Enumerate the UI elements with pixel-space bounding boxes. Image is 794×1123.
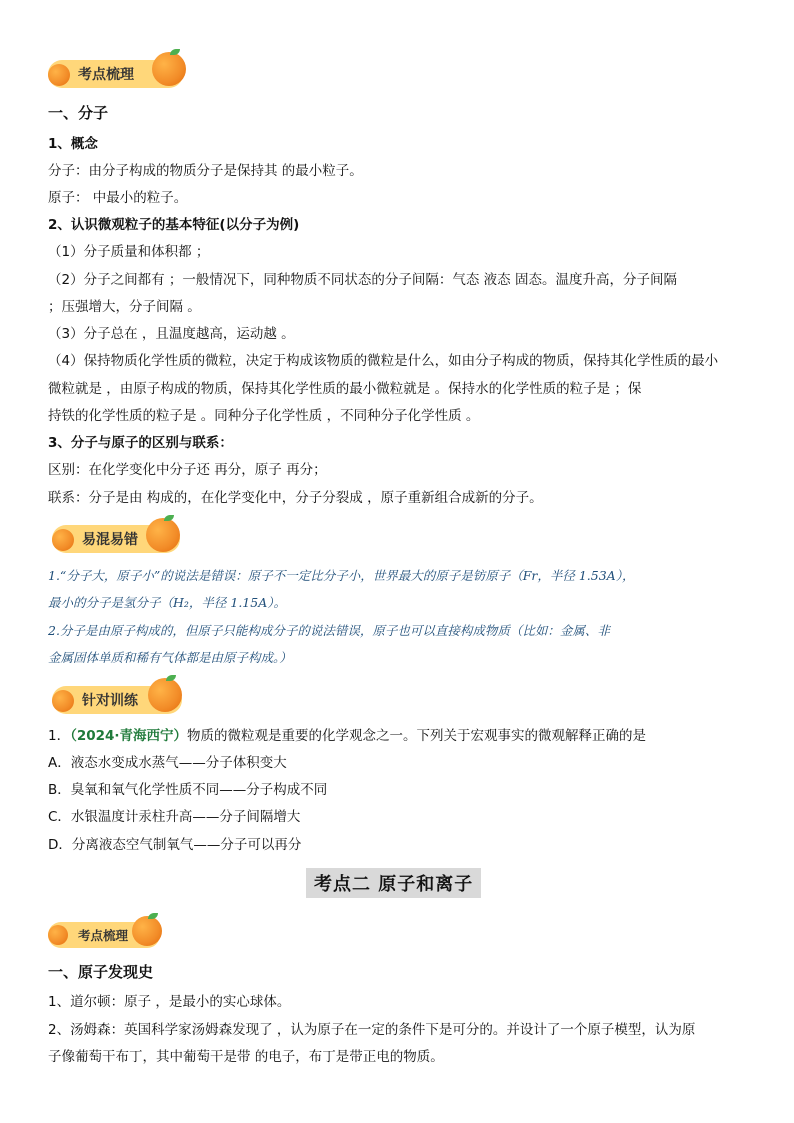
badge-label: 考点梳理 <box>78 67 134 83</box>
text-line: 原子： 中最小的粒子。 <box>48 190 188 206</box>
text-line: 联系：分子是由 构成的，在化学变化中，分子分裂成 ，原子重新组合成新的分子。 <box>48 490 543 506</box>
section-title-atom-ion: 考点二 原子和离子 <box>306 868 481 898</box>
question-stem <box>48 727 646 745</box>
note-line: 2.分子是由原子构成的，但原子只能构成分子的说法错误，原子也可以直接构成物质（比如：金属、非 <box>48 623 610 638</box>
section-title-molecule: 一、分子 <box>48 104 109 122</box>
text-line: 分子：由分子构成的物质分子是保持其 的最小粒子。 <box>48 163 363 179</box>
leaf-icon <box>148 913 158 919</box>
text-line: 1、道尔顿：原子 ，是最小的实心球体。 <box>48 994 291 1010</box>
orange-icon <box>48 64 70 86</box>
text-line: 微粒就是 ，由原子构成的物质，保持其化学性质的最小微粒就是 。保持水的化学性质的粒子是 ；保 <box>48 381 642 397</box>
note-line: 1.“分子大，原子小”的说法是错误：原子不一定比分子小，世界最大的原子是钫原子（Fr，半径 1.53A）， <box>48 568 635 583</box>
question-source: （2024·青海西宁） <box>70 728 188 744</box>
badge-label: 考点梳理 <box>78 928 129 943</box>
text-line: 持铁的化学性质的粒子是 。同种分子化学性质 ，不同种分子化学性质 。 <box>48 408 480 424</box>
orange-icon <box>146 518 180 552</box>
text-line: ；压强增大，分子间隔 。 <box>48 299 201 315</box>
text-line: 子像葡萄干布丁，其中葡萄干是带 的电子，布丁是带正电的物质。 <box>48 1049 444 1065</box>
text-line: （1）分子质量和体积都 ； <box>48 244 210 260</box>
option-a: A．液态水变成水蒸气——分子体积变大 <box>48 755 287 771</box>
heading-diff: 3、分子与原子的区别与联系： <box>48 435 233 451</box>
orange-icon <box>52 690 74 712</box>
orange-icon <box>52 529 74 551</box>
section-title-atom-history: 一、原子发现史 <box>48 963 154 981</box>
question-number: 1． <box>48 728 71 744</box>
orange-icon <box>148 678 182 712</box>
badge-label: 针对训练 <box>82 693 138 709</box>
heading-feature: 2、认识微观粒子的基本特征(以分子为例) <box>48 217 300 233</box>
option-d: D．分离液态空气制氧气——分子可以再分 <box>48 837 302 853</box>
option-c: C．水银温度计汞柱升高——分子间隔增大 <box>48 809 301 825</box>
orange-icon <box>48 925 68 945</box>
badge-label: 易混易错 <box>82 532 138 548</box>
heading-concept: 1、概念 <box>48 136 98 152</box>
text-line: （2）分子之间都有 ；一般情况下，同种物质不同状态的分子间隔：气态 液态 固态。温度升高，分子间隔 <box>48 272 677 288</box>
text-line: （3）分子总在 ，且温度越高，运动越 。 <box>48 326 295 342</box>
question-text: 物质的微粒观是重要的化学观念之一。下列关于宏观事实的微观解释正确的是 <box>187 728 647 744</box>
orange-icon <box>132 916 162 946</box>
text-line: （4）保持物质化学性质的微粒，决定于构成该物质的微粒是什么，如由分子构成的物质，保持其化学性质的最小 <box>48 353 719 369</box>
text-line: 区别：在化学变化中分子还 再分，原子 再分； <box>48 462 327 478</box>
text-line: 2、汤姆森：英国科学家汤姆森发现了 ，认为原子在一定的条件下是可分的。并设计了一个原子模型，认为原 <box>48 1022 696 1038</box>
note-line: 最小的分子是氢分子（H₂，半径 1.15A）。 <box>48 595 286 610</box>
orange-icon <box>152 52 186 86</box>
note-line: 金属固体单质和稀有气体都是由原子构成。） <box>48 650 292 665</box>
option-b: B．臭氧和氧气化学性质不同——分子构成不同 <box>48 782 328 798</box>
